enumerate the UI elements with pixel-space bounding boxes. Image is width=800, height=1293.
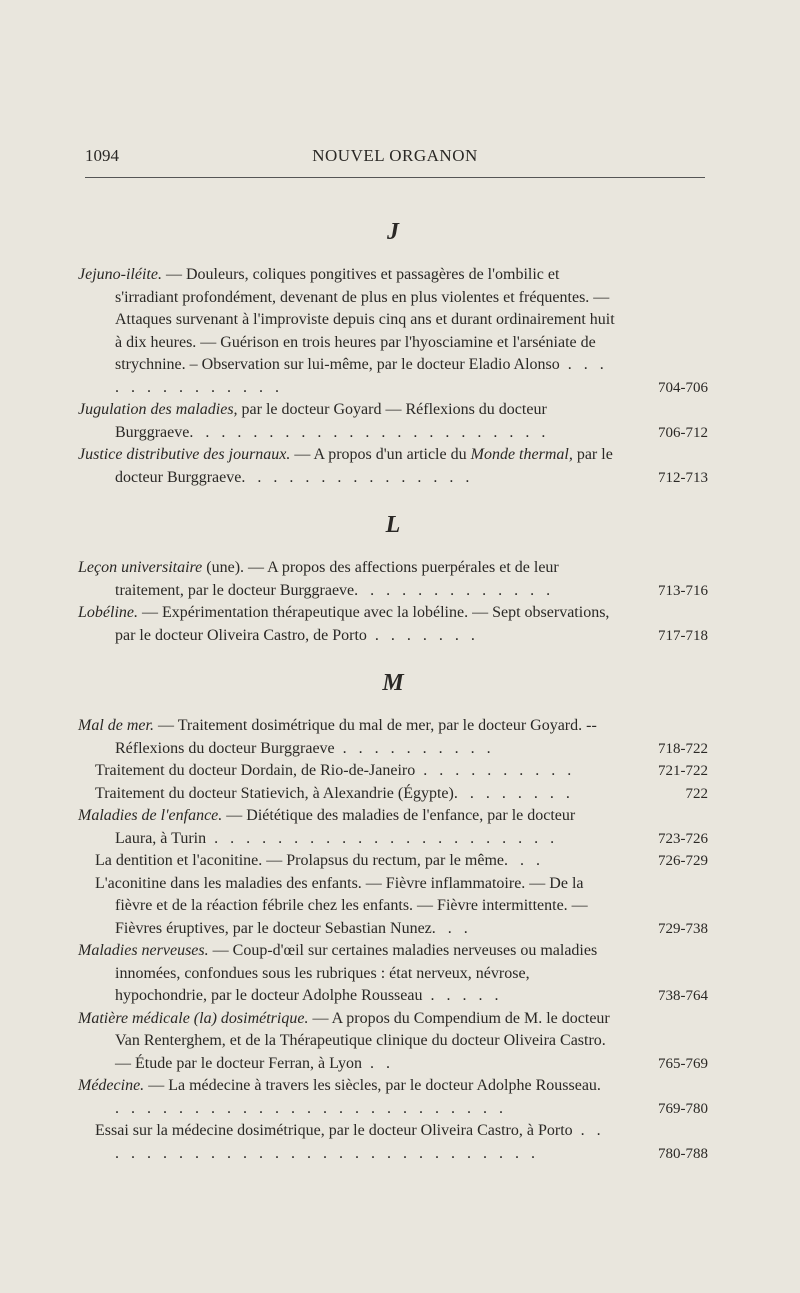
entry-text: Essai sur la médecine dosimétrique, par le docteur Oliveira Castro, à Porto [95, 1122, 573, 1139]
entry-page-range: 765-769 [658, 1055, 708, 1072]
entry-term: Justice distributive des journaux. [78, 446, 291, 463]
entry-page-range: 729-738 [658, 920, 708, 937]
entry-term: Jugulation des maladies, [78, 401, 238, 418]
index-entry [95, 850, 708, 873]
index-entry [78, 264, 708, 399]
entry-page-range: 717-718 [658, 627, 708, 644]
index-entry [78, 602, 708, 647]
index-entry [95, 873, 708, 941]
entry-leader-dots: . . . . . . . . . . . . . . . . . . . . . . [206, 829, 559, 847]
running-title: NOUVEL ORGANON [312, 146, 478, 165]
entry-leader-dots: . . . [431, 919, 472, 937]
entry-term: Maladies de l'enfance. [78, 807, 223, 824]
entry-term: Maladies nerveuses. [78, 942, 209, 959]
entry-text: par le docteur Goyard — Réflexions du docteur Burggraeve [115, 401, 547, 441]
entry-text: Traitement du docteur Statievich, à Alexandrie (Égypte) [95, 784, 454, 802]
index-entry [78, 1008, 708, 1076]
entry-page-range: 738-764 [658, 988, 708, 1004]
index-entry [95, 1120, 708, 1165]
entry-leader-dots: . . . . . . . . . . . . . . . [241, 468, 474, 486]
entry-term: Mal de mer. [78, 717, 154, 734]
entry-text-continued: par le docteur Burggraeve [115, 446, 613, 486]
index-entry [78, 940, 708, 1008]
entry-leader-dots: . . . . . . . . . . . . . . . . . . . . . . . . . . . . . [115, 1122, 605, 1162]
entry-leader-dots: . . . [504, 852, 544, 869]
entry-term: Jejuno-iléite. [78, 266, 162, 283]
entry-italic: Monde thermal, [470, 446, 573, 463]
section-letter-m: M [382, 670, 404, 696]
entry-page-range: 721-722 [658, 763, 708, 779]
entry-term: Leçon universitaire [78, 559, 203, 576]
entry-leader-dots: . . [362, 1054, 395, 1072]
entry-page-range: 718-722 [658, 740, 708, 757]
entry-leader-dots: . . . . . . . . . . [415, 762, 576, 779]
entry-page-range: 780-788 [658, 1145, 708, 1162]
entry-page-range: 712-713 [658, 469, 708, 486]
entry-leader-dots: . . . . . . . . . . . . . . . . . . . . . . . . . . [115, 1077, 605, 1117]
index-entry [78, 1075, 708, 1120]
section-letter-j: J [387, 219, 399, 245]
entry-leader-dots: . . . . . . . . . . . . . . . . . . . . . . . [189, 423, 550, 441]
page-header [85, 146, 705, 170]
entry-text: — Diététique des maladies de l'enfance, par le docteur Laura, à Turin [115, 807, 576, 847]
entry-page-range: 722 [685, 785, 708, 802]
section-letter-l: L [385, 512, 401, 538]
index-entry [78, 444, 708, 489]
entry-page-range: 726-729 [658, 853, 708, 869]
entry-leader-dots: . . . . . . . . [453, 784, 574, 802]
index-entry [95, 760, 708, 783]
section-m [78, 715, 708, 1165]
entry-leader-dots: . . . . . . . . . . . . . . [115, 356, 608, 396]
header-rule [85, 177, 705, 178]
entry-page-range: 723-726 [658, 830, 708, 847]
index-entry [78, 805, 708, 850]
entry-term: Lobéline. [78, 604, 138, 621]
page-number: 1094 [85, 146, 119, 165]
entry-leader-dots: . . . . . . . . . . . . . [354, 581, 555, 599]
entry-page-range: 769-780 [658, 1100, 708, 1117]
entry-text: — Traitement dosimétrique du mal de mer, par le docteur Goyard. -- Réflexions du docteur Burggraeve [115, 717, 597, 757]
entry-term: Médecine. [78, 1077, 145, 1094]
entry-text: (une). — A propos des affections puerpérales et de leur traitement, par le docteur Burggraeve [115, 559, 559, 599]
entry-page-range: 713-716 [658, 582, 708, 599]
entry-text: — La médecine à travers les siècles, par le docteur Adolphe Rousseau [144, 1077, 597, 1094]
entry-text: — Douleurs, coliques pongitives et passagères de l'ombilic et s'irradiant profondément, devenant de plus en plus violentes et fréquentes. — Attaques survenant à l'improviste depuis cinq ans et durant ordinairement huit à dix heures. — Guérison en trois heures par l'hyosciamine et l'arséniate de strychnine. – Observation sur lui-même, par le docteur Eladio Alonso [115, 266, 615, 373]
entry-text: — Expérimentation thérapeutique avec la lobéline. — Sept observations, par le docteur Oliveira Castro, de Porto [115, 604, 610, 644]
entry-text: L'aconitine dans les maladies des enfants. — Fièvre inflammatoire. — De la fièvre et de la réaction fébrile chez les enfants. — Fièvre intermittente. — Fièvres éruptives, par le docteur Sebastian Nunez [95, 874, 588, 937]
index-entry [78, 399, 708, 444]
entry-text: — A propos du Compendium de M. le docteur Van Renterghem, et de la Thérapeutique clinique du docteur Oliveira Castro. — Étude par le docteur Ferran, à Lyon [115, 1009, 610, 1072]
entry-term: Matière médicale (la) dosimétrique. [78, 1009, 309, 1027]
index-entry [78, 715, 708, 760]
index-entry [78, 557, 708, 602]
section-l [78, 557, 708, 647]
entry-leader-dots: . . . . . . . [366, 626, 479, 644]
section-j [78, 264, 708, 489]
entry-text: La dentition et l'aconitine. — Prolapsus du rectum, par le même [95, 852, 504, 869]
entry-leader-dots: . . . . . . . . . . [334, 739, 495, 757]
index-content [78, 218, 708, 1165]
entry-page-range: 704-706 [658, 379, 708, 396]
entry-text: Traitement du docteur Dordain, de Rio-de-Janeiro [95, 762, 416, 779]
entry-page-range: 706-712 [658, 424, 708, 441]
index-entry [95, 783, 708, 806]
entry-text: — A propos d'un article du [290, 446, 471, 463]
entry-text: — Coup-d'œil sur certaines maladies nerveuses ou maladies innomées, confondues sous les rubriques : état nerveux, névrose, hypochondrie, par le docteur Adolphe Rousseau [115, 942, 598, 1004]
entry-leader-dots: . . . . . [422, 987, 503, 1004]
